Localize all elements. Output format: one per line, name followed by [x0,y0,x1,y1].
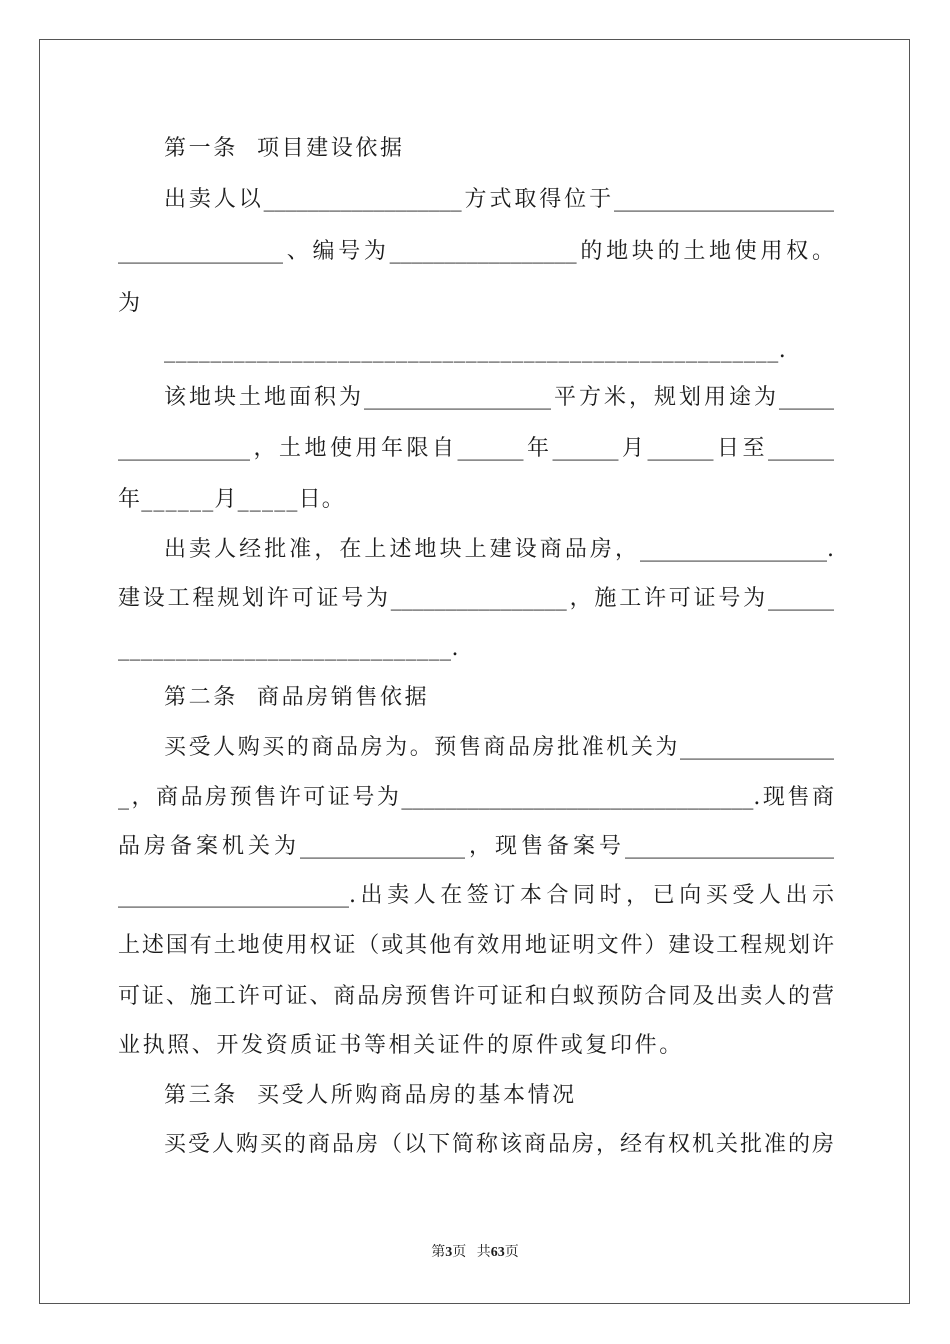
page-prefix: 第 [431,1245,446,1260]
total-pages: 63 [490,1245,505,1260]
text-line: 业执照、开发资质证书等相关证件的原件或复印件。 [118,1033,684,1058]
text-line: _____________________________________________________. [164,338,787,363]
text-line: 品房备案机关为_______________，现售备案号___________________ [118,834,834,859]
text-line: 出卖人经批准，在上述地块上建设商品房，_________________. [164,537,834,562]
page-number: 3 [445,1245,453,1260]
text-line: 上述国有土地使用权证（或其他有效用地证明文件）建设工程规划许 [118,933,834,958]
page-footer [0,1243,950,1263]
section-1-heading: 第一条 项目建设依据 [164,136,405,161]
text-line: _，商品房预售许可证号为________________________________.现售商 [118,785,834,810]
total-suffix: 页 [504,1245,519,1260]
page-suffix: 页 [452,1245,467,1260]
total-prefix: 共 [476,1245,491,1260]
text-line: 为 [118,291,143,316]
page-border [39,39,910,1304]
text-line: 建设工程规划许可证号为________________，施工许可证号为______ [118,586,834,611]
section-3-heading: 第三条 买受人所购商品房的基本情况 [164,1083,577,1108]
text-line: _______________、编号为_________________的地块的土地使用权。 [118,239,834,264]
text-line: 出卖人以__________________方式取得位于____________________ [164,187,834,212]
text-line: ____________，土地使用年限自______年______月______日至______ [118,436,834,461]
text-line: 年______月_____日。 [118,487,346,512]
text-line: 买受人购买的商品房（以下简称该商品房，经有权机关批准的房 [164,1132,834,1157]
text-line: _____________________.出卖人在签订本合同时，已向买受人出示 [118,883,834,908]
text-line: _____________________________. [118,636,459,661]
text-line: 可证、施工许可证、商品房预售许可证和白蚁预防合同及出卖人的营 [118,984,834,1009]
text-line: 该地块土地面积为_________________平方米，规划用途为_____ [164,385,834,410]
section-2-heading: 第二条 商品房销售依据 [164,685,430,710]
text-line: 买受人购买的商品房为。预售商品房批准机关为______________ [164,735,834,760]
